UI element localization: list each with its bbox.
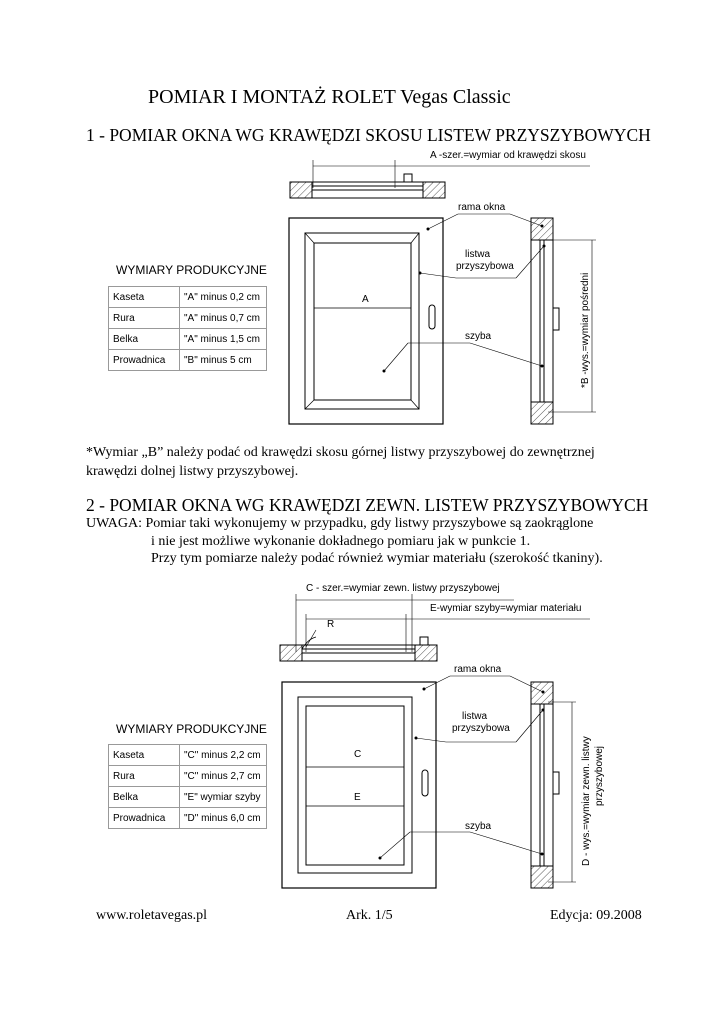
section1-label-listwa-2: przyszybowa: [456, 261, 514, 272]
table-cell-name: Prowadnica: [109, 808, 180, 829]
section1-heading: 1 - POMIAR OKNA WG KRAWĘDZI SKOSU LISTEW PRZYSZYBOWYCH: [86, 125, 651, 145]
section2-label-listwa-2: przyszybowa: [452, 723, 510, 734]
footer-website[interactable]: www.roletavegas.pl: [96, 908, 208, 923]
footer-edition: Edycja: 09.2008: [550, 908, 642, 923]
table-cell-value: "C" minus 2,7 cm: [180, 766, 267, 787]
section2-uwaga-line3: Przy tym pomiarze należy podać również wymiar materiału (szerokość tkaniny).: [151, 551, 603, 566]
table-cell-name: Prowadnica: [109, 350, 180, 371]
table-cell-value: "D" minus 6,0 cm: [180, 808, 267, 829]
section2-label-c: C: [354, 749, 362, 760]
section1-top-profile: [290, 160, 590, 198]
table-row: [109, 808, 267, 829]
section2-side-profile: [470, 676, 576, 888]
table-cell-value: "A" minus 0,2 cm: [180, 287, 267, 308]
table-cell-name: Kaseta: [109, 287, 180, 308]
table-cell-name: Rura: [109, 308, 180, 329]
table-row: [109, 350, 267, 371]
section2-label-e-top: E-wymiar szyby=wymiar materiału: [430, 603, 582, 614]
table-cell-name: Rura: [109, 766, 180, 787]
section1-label-a-top: A -szer.=wymiar od krawędzi skosu: [430, 150, 586, 161]
section2-window-front: [282, 676, 516, 888]
section1-window-front: [289, 214, 516, 424]
section2-label-c-top: C - szer.=wymiar zewn. listwy przyszybowej: [306, 583, 500, 594]
section2-dimensions-table: [108, 744, 267, 829]
section2-label-rama: rama okna: [454, 664, 502, 675]
table-cell-value: "C" minus 2,2 cm: [180, 745, 267, 766]
section1-note-line1: *Wymiar „B” należy podać od krawędzi skosu górnej listwy przyszybowej do zewnętrznej: [86, 445, 595, 460]
table-row: [109, 787, 267, 808]
section2-uwaga-line1: UWAGA: Pomiar taki wykonujemy w przypadku, gdy listwy przyszybowe są zaokrąglone: [86, 516, 594, 531]
table-cell-value: "E" wymiar szyby: [180, 787, 267, 808]
table-cell-value: "A" minus 1,5 cm: [180, 329, 267, 350]
section1-label-szyba: szyba: [465, 331, 492, 342]
section1-label-a: A: [362, 294, 369, 305]
section2-label-r: R: [327, 619, 335, 630]
footer-sheet: Ark. 1/5: [346, 908, 393, 923]
section2-label-e: E: [354, 792, 361, 803]
page-title: POMIAR I MONTAŻ ROLET Vegas Classic: [148, 86, 511, 108]
section1-note-line2: krawędzi dolnej listwy przyszybowej.: [86, 464, 299, 479]
table-cell-name: Belka: [109, 329, 180, 350]
table-row: [109, 308, 267, 329]
section1-label-listwa-1: listwa: [465, 249, 491, 260]
section2-label-d-vertical-1: D - wys.=wymiar zewn. listwy: [581, 736, 592, 866]
section1-label-rama: rama okna: [458, 202, 506, 213]
section2-label-szyba: szyba: [465, 821, 492, 832]
table-cell-value: "A" minus 0,7 cm: [180, 308, 267, 329]
table-cell-name: Kaseta: [109, 745, 180, 766]
table-cell-value: "B" minus 5 cm: [180, 350, 267, 371]
section2-heading: 2 - POMIAR OKNA WG KRAWĘDZI ZEWN. LISTEW PRZYSZYBOWYCH: [86, 495, 649, 515]
section1-dimensions-table: [108, 286, 267, 371]
section2-label-listwa-1: listwa: [462, 711, 488, 722]
table-row: [109, 745, 267, 766]
table-row: [109, 287, 267, 308]
table-cell-name: Belka: [109, 787, 180, 808]
table-row: [109, 329, 267, 350]
section1-table-title: WYMIARY PRODUKCYJNE: [116, 263, 267, 277]
section2-uwaga-line2: i nie jest możliwe wykonanie dokładnego pomiaru jak w punkcie 1.: [151, 534, 531, 549]
section2-label-d-vertical-2: przyszybowej: [594, 745, 605, 806]
table-row: [109, 766, 267, 787]
section1-side-profile: [470, 214, 596, 424]
section2-table-title: WYMIARY PRODUKCYJNE: [116, 722, 267, 736]
section1-label-b-vertical: *B -wys.=wymiar pośredni: [580, 272, 591, 388]
